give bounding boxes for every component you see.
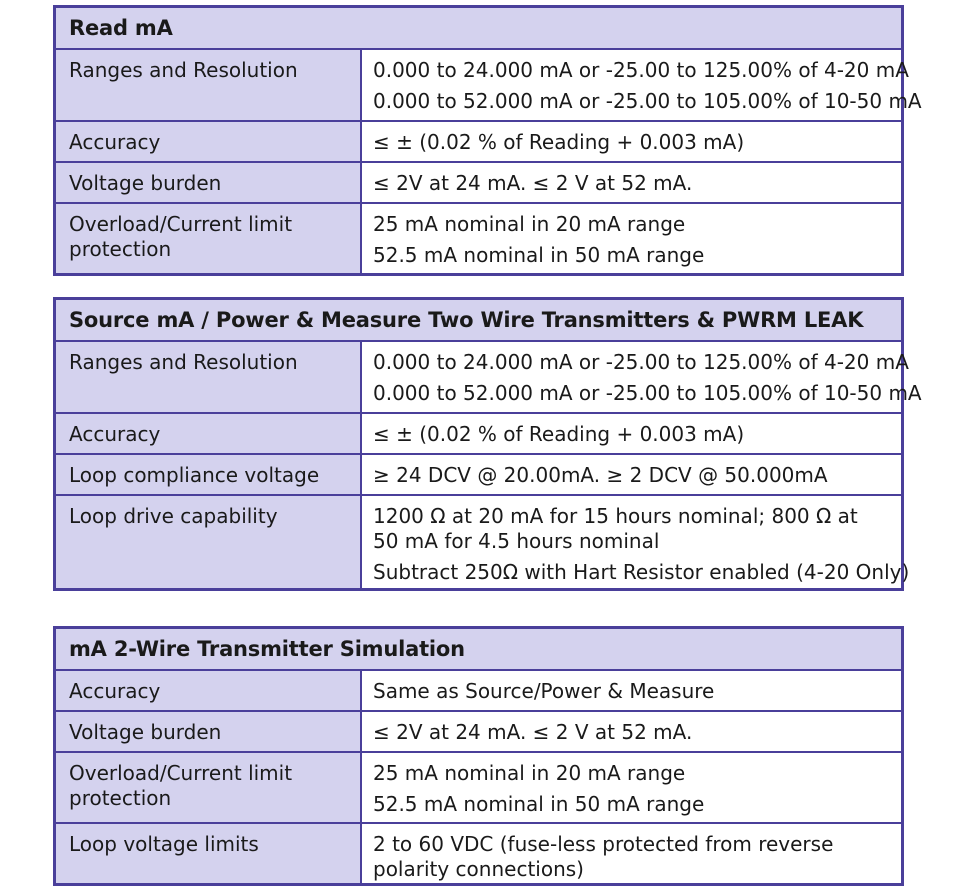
value-line: ≤ 2V at 24 mA. ≤ 2 V at 52 mA. (373, 720, 693, 744)
value-line: 25 mA nominal in 20 mA range (373, 212, 686, 236)
value-line: 52.5 mA nominal in 50 mA range (373, 243, 705, 267)
table-row (56, 161, 901, 202)
transmitter-simulation-table (53, 626, 904, 886)
row-label: Voltage burden (56, 163, 362, 202)
value-line: 25 mA nominal in 20 mA range (373, 761, 686, 785)
row-label: Loop compliance voltage (56, 455, 362, 494)
row-label: Accuracy (56, 671, 362, 710)
value-line: ≤ 2V at 24 mA. ≤ 2 V at 52 mA. (373, 171, 693, 195)
row-value (362, 122, 901, 161)
row-value (362, 496, 915, 588)
value-line: polarity connections) (373, 857, 584, 881)
row-value (362, 163, 901, 202)
value-line: Same as Source/Power & Measure (373, 679, 715, 703)
row-label: Overload/Current limit protection (56, 753, 362, 822)
table-row (56, 822, 901, 883)
row-label: Accuracy (56, 122, 362, 161)
value-line: 50 mA for 4.5 hours nominal (373, 529, 660, 553)
value-line: 0.000 to 24.000 mA or -25.00 to 125.00% of 4-20 mA (373, 350, 909, 374)
table-row (56, 50, 922, 120)
value-line: ≥ 24 DCV @ 20.00mA. ≥ 2 DCV @ 50.000mA (373, 463, 828, 487)
row-value (362, 50, 928, 120)
row-value (362, 671, 901, 710)
table-row (56, 412, 901, 453)
value-line: 0.000 to 52.000 mA or -25.00 to 105.00% of 10-50 mA (373, 89, 922, 113)
row-label: Accuracy (56, 414, 362, 453)
value-line: 0.000 to 52.000 mA or -25.00 to 105.00% of 10-50 mA (373, 381, 922, 405)
row-value (362, 712, 901, 751)
value-line: 52.5 mA nominal in 50 mA range (373, 792, 705, 816)
row-label: Loop drive capability (56, 496, 362, 588)
value-line: ≤ ± (0.02 % of Reading + 0.003 mA) (373, 130, 745, 154)
table-title: mA 2-Wire Transmitter Simulation (56, 629, 901, 671)
value-line: 2 to 60 VDC (fuse-less protected from reverse (373, 832, 834, 856)
row-label: Voltage burden (56, 712, 362, 751)
row-label: Overload/Current limit protection (56, 204, 362, 273)
row-label: Ranges and Resolution (56, 342, 362, 412)
row-value (362, 342, 928, 412)
value-line: Subtract 250Ω with Hart Resistor enabled (4-20 Only) (373, 560, 910, 584)
table-title: Read mA (56, 8, 901, 50)
table-row (56, 342, 922, 412)
value-line: ≤ ± (0.02 % of Reading + 0.003 mA) (373, 422, 745, 446)
row-value (362, 455, 901, 494)
value-line: 1200 Ω at 20 mA for 15 hours nominal; 800 Ω at (373, 504, 858, 528)
table-row (56, 202, 901, 273)
table-title: Source mA / Power & Measure Two Wire Transmitters & PWRM LEAK (56, 300, 901, 342)
table-row (56, 710, 901, 751)
table-row (56, 453, 901, 494)
table-row (56, 494, 910, 588)
table-row (56, 671, 901, 710)
read-ma-table (53, 5, 922, 276)
row-value (362, 204, 901, 273)
table-row (56, 120, 901, 161)
row-value (362, 414, 901, 453)
row-label: Loop voltage limits (56, 824, 362, 883)
row-value (362, 824, 901, 883)
value-line: 0.000 to 24.000 mA or -25.00 to 125.00% of 4-20 mA (373, 58, 909, 82)
row-value (362, 753, 901, 822)
source-ma-table (53, 297, 922, 591)
table-row (56, 751, 901, 822)
row-label: Ranges and Resolution (56, 50, 362, 120)
